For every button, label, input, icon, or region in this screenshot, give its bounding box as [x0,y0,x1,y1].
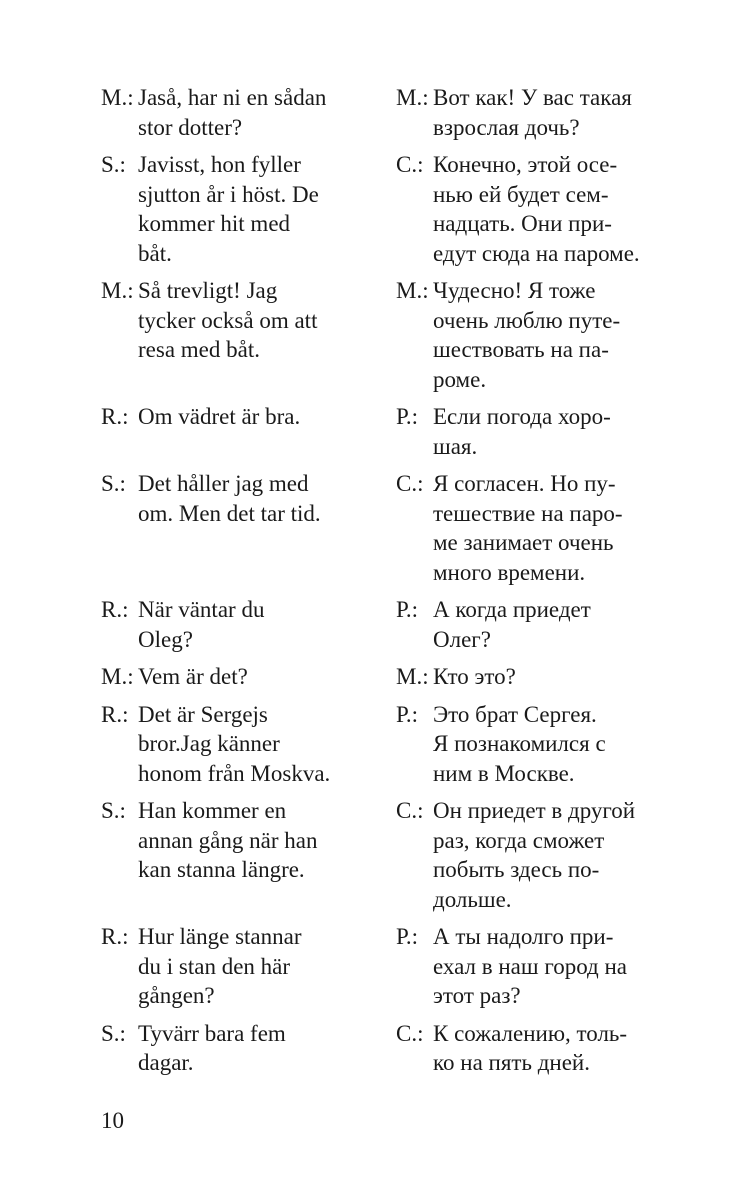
russian-line [396,402,671,461]
speaker-label: M.: [101,85,134,110]
swedish-text: När väntar du Oleg? [138,597,265,652]
russian-line [396,700,671,789]
swedish-line [101,276,396,365]
dialogue-table [101,83,671,1078]
swedish-text: Det är Sergejs bror.Jag känner honom från Moskva. [138,701,331,786]
russian-text: Он приедет в другой раз, когда сможет побыть здесь по- дольше. [433,798,636,912]
swedish-line [101,402,396,432]
speaker-label: S.: [101,152,126,177]
dialogue-row [101,922,671,1011]
russian-line [396,83,671,142]
dialogue-row [101,402,671,461]
page-number: 10 [101,1108,124,1133]
russian-text: Чудесно! Я тоже очень люблю путе- шествовать на па- роме. [433,278,621,392]
speaker-label: R.: [101,701,129,727]
speaker-label: С.: [396,1020,424,1046]
dialogue-row [101,1019,671,1078]
swedish-line [101,796,396,885]
dialogue-row [101,150,671,268]
swedish-text: Vem är det? [138,664,248,689]
speaker-label: M.: [101,278,134,303]
swedish-text: Jaså, har ni en sådan stor dotter? [138,85,327,140]
russian-text: Вот как! У вас такая взрослая дочь? [433,85,632,140]
speaker-label: М.: [396,664,429,689]
russian-line [396,469,671,587]
dialogue-row [101,83,671,142]
speaker-label: С.: [396,471,424,496]
russian-line [396,150,671,268]
russian-line [396,276,671,394]
speaker-label: R.: [101,924,129,949]
dialogue-row [101,796,671,914]
dialogue-row [101,276,671,394]
swedish-line [101,700,396,789]
speaker-label: M.: [101,664,134,689]
speaker-label: R.: [101,597,129,622]
russian-line [396,1019,671,1078]
dialogue-row [101,595,671,654]
russian-text: Если погода хоро- шая. [433,404,611,459]
speaker-label: М.: [396,85,429,110]
speaker-label: Р.: [396,597,419,622]
russian-line [396,796,671,914]
speaker-label: S.: [101,471,126,496]
speaker-label: М.: [396,278,429,303]
swedish-line [101,922,396,1011]
speaker-label: С.: [396,152,424,177]
russian-text: Конечно, этой осе- нью ей будет сем- надцать. Они при- едут сюда на пароме. [433,152,640,266]
russian-text: Кто это? [433,664,516,689]
swedish-line [101,595,396,654]
swedish-line [101,662,396,692]
speaker-label: S.: [101,798,126,823]
russian-line [396,662,671,692]
swedish-line [101,150,396,268]
swedish-text: Han kommer en annan gång när han kan stanna längre. [138,798,318,882]
swedish-text: Hur länge stannar du i stan den här gången? [138,924,302,1008]
swedish-line [101,469,396,528]
speaker-label: Р.: [396,924,419,949]
speaker-label: С.: [396,798,424,823]
swedish-text: Så trevligt! Jag tycker också om att resa med båt. [138,278,318,362]
russian-text: К сожалению, толь- ко на пять дней. [433,1020,628,1075]
russian-text: Это брат Сергея. Я познакомился с ним в Москве. [433,701,606,786]
speaker-label: S.: [101,1020,126,1046]
swedish-text: Tyvärr bara fem dagar. [138,1020,286,1075]
dialogue-row [101,700,671,789]
russian-text: А когда приедет Олег? [433,597,591,652]
swedish-text: Om vädret är bra. [138,404,301,429]
speaker-label: R.: [101,404,129,429]
russian-line [396,922,671,1011]
swedish-line [101,1019,396,1078]
russian-text: А ты надолго при- ехал в наш город на этот раз? [433,924,627,1008]
dialogue-row [101,469,671,587]
dialogue-row [101,662,671,692]
speaker-label: Р.: [396,701,419,727]
swedish-line [101,83,396,142]
swedish-text: Javisst, hon fyller sjutton år i höst. De kommer hit med båt. [138,152,319,266]
russian-line [396,595,671,654]
russian-text: Я согласен. Но пу- тешествие на паро- ме занимает очень много времени. [433,471,623,585]
swedish-text: Det håller jag med om. Men det tar tid. [138,471,321,526]
speaker-label: Р.: [396,404,419,429]
